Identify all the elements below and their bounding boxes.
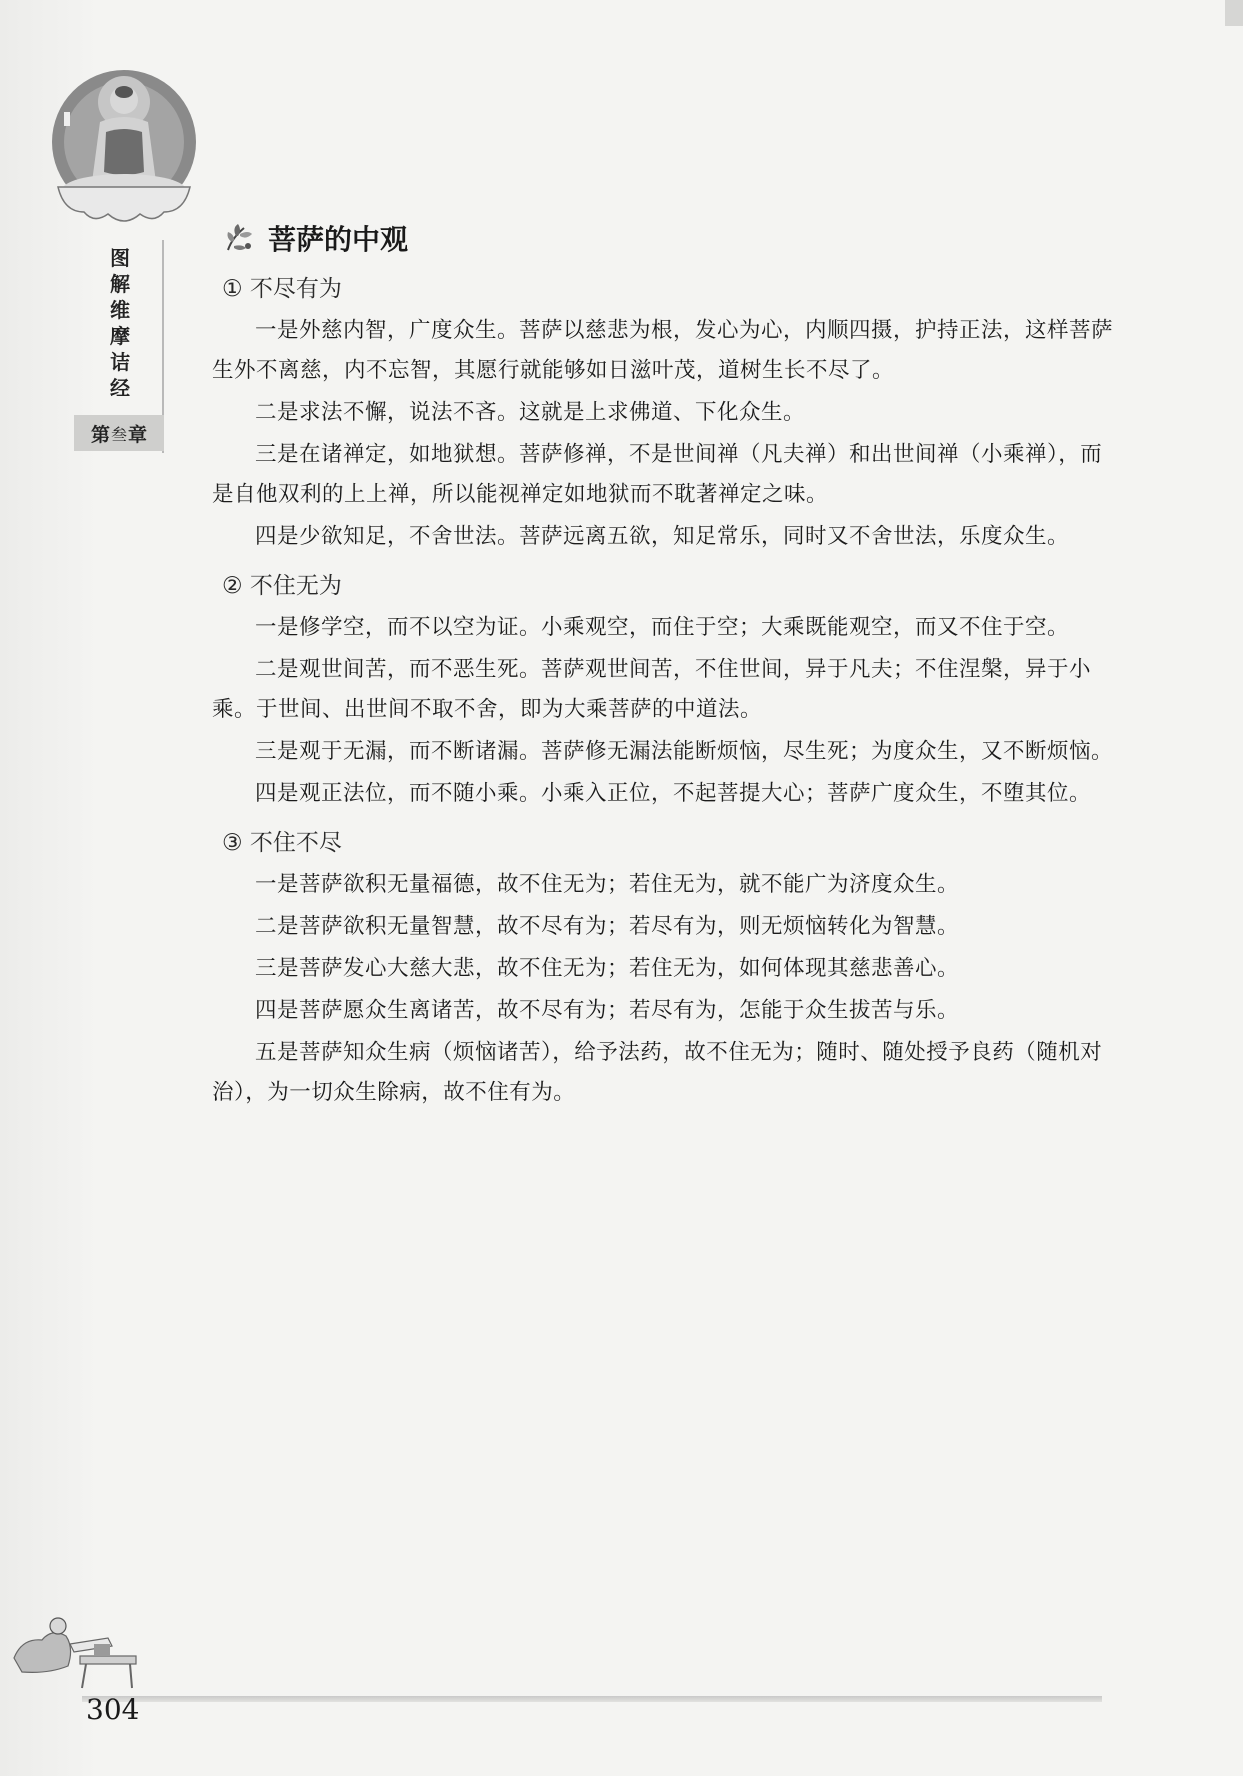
page-number: 304: [86, 1693, 140, 1726]
subsection: [212, 270, 1124, 557]
leaf-ornament-icon: [222, 220, 258, 256]
subsection-heading: ② 不住无为: [222, 573, 342, 599]
book-title-char: 摩: [110, 324, 130, 348]
subsection: [212, 567, 1124, 814]
paragraph: 一是修学空，而不以空为证。小乘观空，而住于空；大乘既能观空，而又不住于空。: [255, 615, 1070, 640]
chapter-suffix: 章: [128, 423, 148, 446]
book-title-char: 维: [110, 298, 130, 322]
chapter-prefix: 第: [90, 423, 110, 446]
paragraph: 三是在诸禅定，如地狱想。菩萨修禅，不是世间禅（凡夫禅）和出世间禅（小乘禅），而是自他双利的上上禅，所以能视禅定如地狱而不耽著禅定之味。: [212, 442, 1103, 507]
book-title-char: 诘: [110, 350, 130, 374]
paragraph: 三是观于无漏，而不断诸漏。菩萨修无漏法能断烦恼，尽生死；为度众生，又不断烦恼。: [255, 739, 1114, 764]
footer-rule: [82, 1696, 1102, 1702]
paragraph: 三是菩萨发心大慈大悲，故不住无为；若住无为，如何体现其慈悲善心。: [255, 956, 960, 981]
paragraph: 二是求法不懈，说法不吝。这就是上求佛道、下化众生。: [255, 400, 806, 425]
section-header: [222, 218, 408, 258]
subsection: [212, 824, 1124, 1113]
paragraph: 一是外慈内智，广度众生。菩萨以慈悲为根，发心为心，内顺四摄，护持正法，这样菩萨生外不离慈，内不忘智，其愿行就能够如日滋叶茂，道树生长不尽了。: [212, 318, 1114, 383]
main-content: [212, 270, 1124, 1123]
paragraph: 一是菩萨欲积无量福德，故不住无为；若住无为，就不能广为济度众生。: [255, 872, 960, 897]
book-title-char: 图: [110, 246, 130, 270]
paragraph: 四是观正法位，而不随小乘。小乘入正位，不起菩提大心；菩萨广度众生，不堕其位。: [255, 781, 1092, 806]
chapter-badge: [74, 415, 164, 451]
paragraph: 二是观世间苦，而不恶生死。菩萨观世间苦，不住世间，异于凡夫；不住涅槃，异于小乘。于世间、出世间不取不舍，即为大乘菩萨的中道法。: [212, 657, 1092, 722]
book-title-vertical: [100, 245, 140, 401]
scholar-reading-figure-icon: [8, 1588, 138, 1693]
subsection-heading: ③ 不住不尽: [222, 830, 342, 856]
buddha-medallion-icon: [44, 62, 204, 242]
paragraph: 二是菩萨欲积无量智慧，故不尽有为；若尽有为，则无烦恼转化为智慧。: [255, 914, 960, 939]
subsection-heading: ① 不尽有为: [222, 276, 342, 302]
section-title: 菩萨的中观: [268, 223, 409, 256]
book-title-char: 经: [110, 376, 130, 400]
paragraph: 四是菩萨愿众生离诸苦，故不尽有为；若尽有为，怎能于众生拔苦与乐。: [255, 998, 960, 1023]
scan-corner-mark: [1225, 0, 1243, 26]
chapter-number: 叁: [110, 424, 127, 444]
paragraph: 五是菩萨知众生病（烦恼诸苦），给予法药，故不住无为；随时、随处授予良药（随机对治），为一切众生除病，故不住有为。: [212, 1040, 1103, 1105]
paragraph: 四是少欲知足，不舍世法。菩萨远离五欲，知足常乐，同时又不舍世法，乐度众生。: [255, 524, 1070, 549]
book-title-char: 解: [110, 272, 130, 296]
